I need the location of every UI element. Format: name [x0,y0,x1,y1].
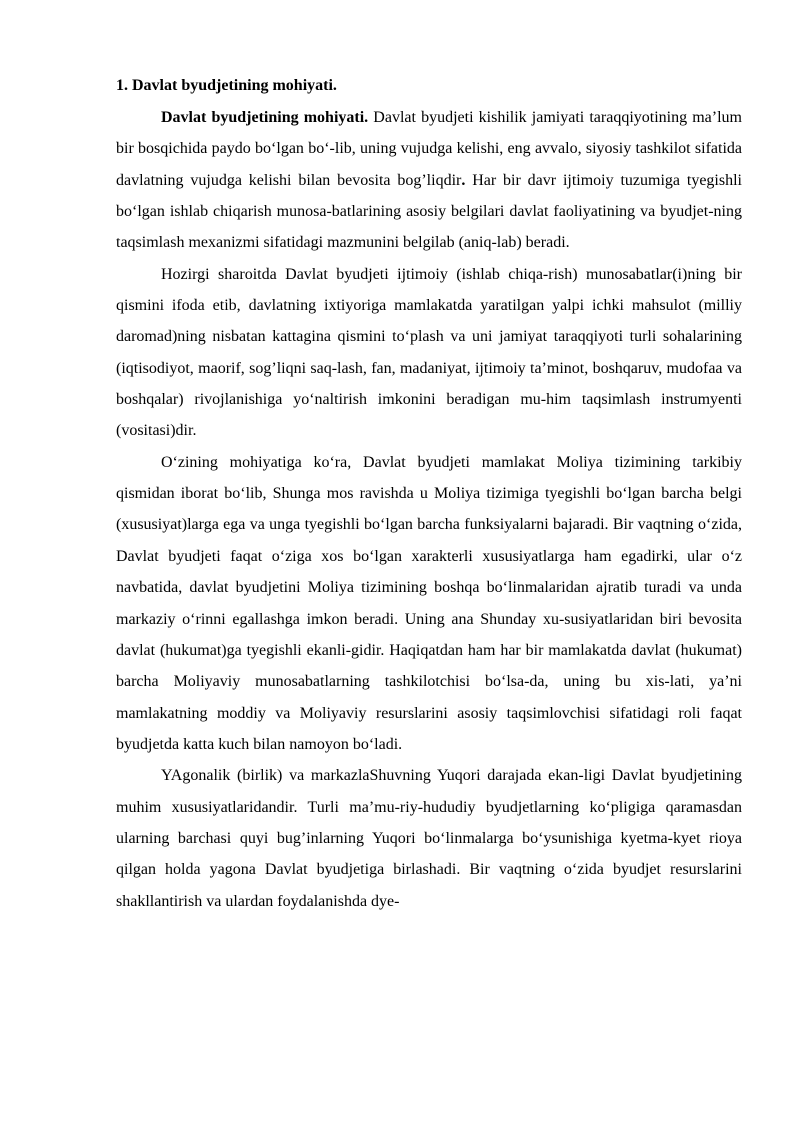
paragraph-3: Oʻzining mohiyatiga koʻra, Davlat byudjeti mamlakat Moliya tizimining tarkibiy qismidan iborat boʻlib, Shunga mos ravishda u Moliya tizimiga tyegishli boʻlgan barcha belgi (xususiyat)larga ega va unga tyegishli boʻlgan barcha funksiyalarni bajaradi. Bir vaqtning oʻzida, Davlat byudjeti faqat oʻziga xos boʻlgan xarakterli xususiyatlarga ham egadirki, ular oʻz navbatida, davlat byudjetini Moliya tizimining boshqa boʻlinmalaridan ajratib turadi va unda markaziy oʻrinni egallashga imkon beradi. Uning ana Shunday xu-susiyatlaridan biri bevosita davlat (hukumat)ga tyegishli ekanli-gidir. Haqiqatdan ham har bir mamlakatda davlat (hukumat) barcha Moliyaviy munosabatlarning tashkilotchisi boʻlsa-da, uning bu xis-lati, yaʼni mamlakatning moddiy va Moliyaviy resurslarini asosiy taqsimlovchisi sifatidagi roli faqat byudjetda katta kuch bilan namoyon boʻladi. [116,453,742,753]
section-heading: 1. Davlat byudjetining mohiyati. [116,77,337,94]
paragraph-1-text-b: Har bir davr ijtimoiy tuzumiga tyegishli boʻlgan ishlab chiqarish munosa-batlarining asosiy belgilari davlat faoliyatining va byudjet-ning taqsimlash mexanizmi sifatidagi mazmunini belgilab (aniq-lab) beradi. [116,171,742,252]
paragraph-2: Hozirgi sharoitda Davlat byudjeti ijtimoiy (ishlab chiqa-rish) munosabatlar(i)ning bir qismini ifoda etib, davlatning ixtiyoriga mamlakatda yaratilgan yalpi ichki mahsulot (milliy daromad)ning nisbatan kattagina qismini toʻplash va uni jamiyat taraqqiyoti turli sohalarining (iqtisodiyot, maorif, sogʼliqni saq-lash, fan, madaniyat, ijtimoiy taʼminot, boshqaruv, mudofaa va boshqalar) rivojlanishiga yoʻnaltirish imkonini beradigan mu-him taqsimlash instrumyenti (vositasi)dir. [116,265,742,440]
paragraph-4: YAgonalik (birlik) va markazlaShuvning Yuqori darajada ekan-ligi Davlat byudjetining muhim xususiyatlaridandir. Turli maʼmu-riy-hududiy byudjetlarning koʻpligiga qaramasdan ularning barchasi quyi bugʼinlarning Yuqori boʻlinmalarga boʻysunishiga kyetma-kyet rioya qilgan holda yagona Davlat byudjetiga birlashadi. Bir vaqtning oʻzida byudjet resurslarini shakllantirish va ulardan foydalanishda dye- [116,767,742,910]
paragraph-1-lead: Davlat byudjetining mohiyati. [161,109,369,126]
paragraph-1 [116,102,742,259]
document-page [116,70,742,917]
paragraph-1-bold-period: . [461,171,466,189]
paragraph-1-text-a: Davlat byudjeti kishilik jamiyati taraqqiyotining maʼlum bir bosqichida paydo boʻlgan boʻ-lib, uning vujudga kelishi, eng avvalo, siyosiy tashkilot sifatida davlatning vujudga kelishi bilan bevosita bogʼliqdir [116,109,742,189]
